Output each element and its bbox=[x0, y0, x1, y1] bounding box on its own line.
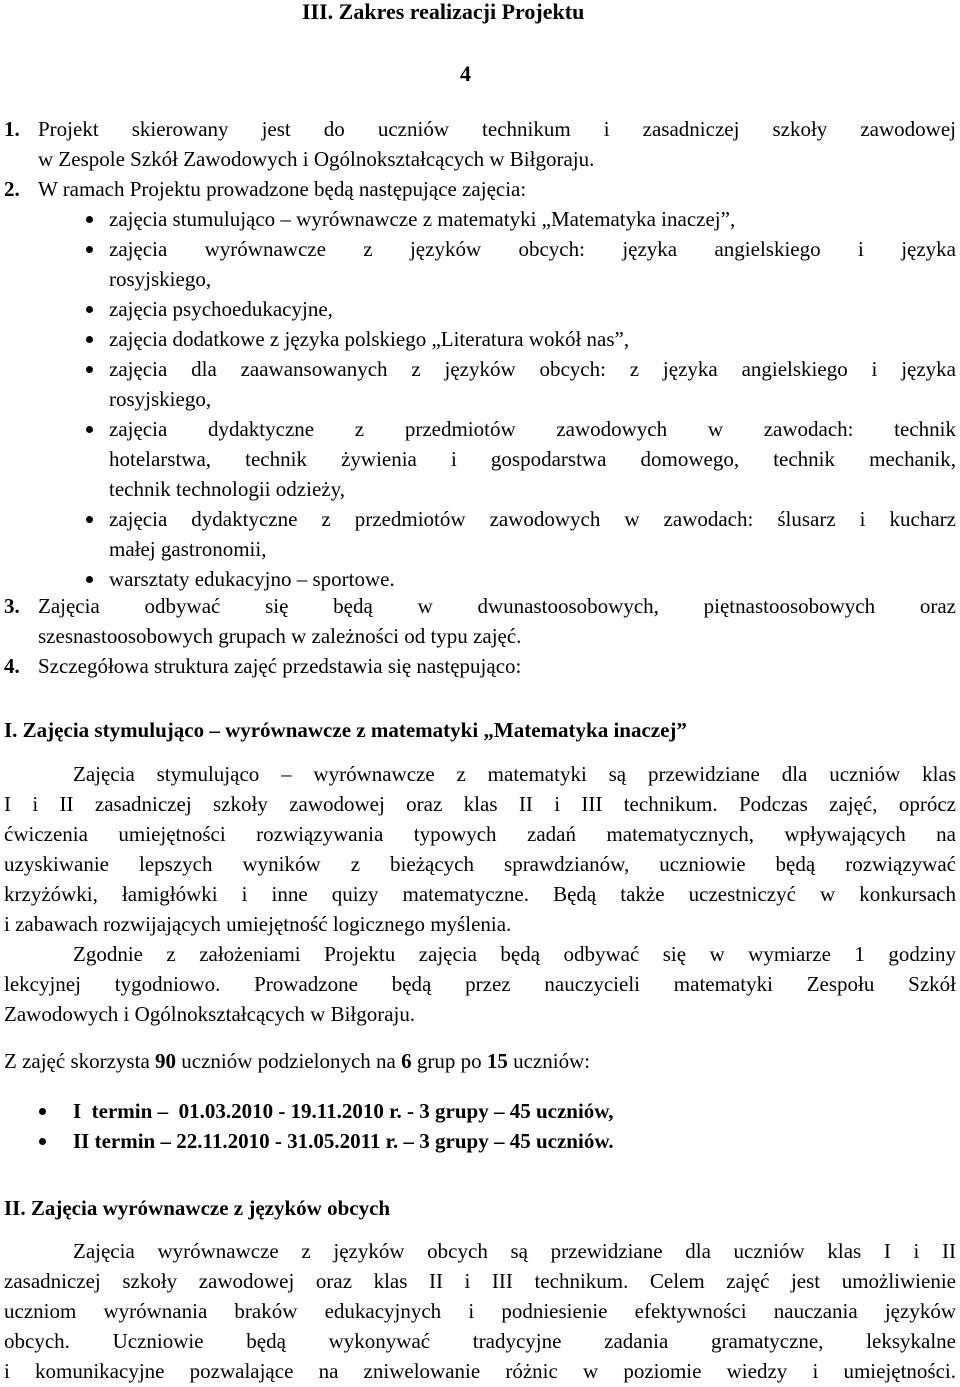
bullet-icon bbox=[86, 366, 93, 373]
group-size: 15 bbox=[486, 1049, 508, 1073]
list-item: zajęcia psychoedukacyjne, bbox=[109, 297, 333, 321]
item-1-line-2: w Zespole Szkół Zawodowych i Ogólnokształcących w Biłgoraju. bbox=[38, 147, 595, 171]
summary-text: uczniów podzielonych na bbox=[176, 1049, 402, 1073]
section-title: III. Zakres realizacji Projektu bbox=[302, 0, 585, 24]
item-2-number: 2. bbox=[4, 177, 20, 201]
bullet-icon bbox=[86, 576, 93, 583]
section-i-heading: I. Zajęcia stymulująco – wyrównawcze z matematyki „Matematyka inaczej” bbox=[4, 718, 687, 742]
item-4-text: Szczegółowa struktura zajęć przedstawia się następująco: bbox=[38, 654, 522, 678]
list-item: zajęcia dodatkowe z języka polskiego „Literatura wokół nas”, bbox=[109, 327, 630, 351]
bullet-icon bbox=[86, 336, 93, 343]
section-i-para2-line: Zgodnie z założeniami Projektu zajęcia będą odbywać się w wymiarze 1 godziny bbox=[73, 942, 956, 966]
student-count: 90 bbox=[155, 1049, 177, 1073]
term-1: I termin – 01.03.2010 - 19.11.2010 r. - 3 grupy – 45 uczniów, bbox=[73, 1099, 614, 1123]
section-i-para2-line: lekcyjnej tygodniowo. Prowadzone będą przez nauczycieli matematyki Zespołu Szkół bbox=[4, 972, 956, 996]
section-i-para1-line: Zajęcia stymulująco – wyrównawcze z matematyki są przewidziane dla uczniów klas bbox=[73, 762, 956, 786]
item-1-number: 1. bbox=[4, 117, 20, 141]
section-ii-heading: II. Zajęcia wyrównawcze z języków obcych bbox=[4, 1196, 391, 1220]
bullet-icon bbox=[86, 306, 93, 313]
item-4-number: 4. bbox=[4, 654, 20, 678]
section-i-para2-line: Zawodowych i Ogólnokształcących w Biłgoraju. bbox=[4, 1002, 416, 1026]
list-item-continuation: technik technologii odzieży, bbox=[109, 477, 345, 501]
list-item: zajęcia stumulująco – wyrównawcze z matematyki „Matematyka inaczej”, bbox=[109, 207, 736, 231]
list-item-continuation: hotelarstwa, technik żywienia i gospodarstwa domowego, technik mechanik, bbox=[109, 447, 956, 471]
list-item: warsztaty edukacyjno – sportowe. bbox=[109, 567, 395, 591]
section-i-para1-line: I i II zasadniczej szkoły zawodowej oraz klas II i III technikum. Podczas zajęć, oprócz bbox=[4, 792, 956, 816]
item-2-intro: W ramach Projektu prowadzone będą następujące zajęcia: bbox=[38, 177, 527, 201]
section-i-para1-line: uzyskiwanie lepszych wyników z bieżących sprawdzianów, uczniowie będą rozwiązywać bbox=[4, 852, 956, 876]
summary-text: grup po bbox=[411, 1049, 487, 1073]
group-count: 6 bbox=[401, 1049, 412, 1073]
section-ii-para1-line: obcych. Uczniowie będą wykonywać tradycyjne zadania gramatyczne, leksykalne bbox=[4, 1329, 956, 1353]
page-number: 4 bbox=[460, 61, 471, 86]
section-ii-para1-line: zasadniczej szkoły zawodowej oraz klas II i III technikum. Celem zajęć jest umożliwienie bbox=[4, 1269, 956, 1293]
list-item: zajęcia wyrównawcze z języków obcych: języka angielskiego i języka bbox=[109, 237, 956, 261]
bullet-icon bbox=[86, 216, 93, 223]
item-1-line-1: Projekt skierowany jest do uczniów technikum i zasadniczej szkoły zawodowej bbox=[38, 117, 956, 141]
section-i-para1-line: i zabawach rozwijających umiejętność logicznego myślenia. bbox=[4, 912, 512, 936]
bullet-icon bbox=[86, 246, 93, 253]
list-item: zajęcia dydaktyczne z przedmiotów zawodowych w zawodach: ślusarz i kucharz bbox=[109, 507, 956, 531]
section-ii-para1-line: Zajęcia wyrównawcze z języków obcych są przewidziane dla uczniów klas I i II bbox=[73, 1239, 956, 1263]
term-2: II termin – 22.11.2010 - 31.05.2011 r. – 3 grupy – 45 uczniów. bbox=[73, 1129, 614, 1153]
section-ii-para1-line: i komunikacyjne pozwalające na zniwelowanie różnic w poziomie wiedzy i umiejętności. bbox=[4, 1359, 956, 1383]
bullet-icon bbox=[86, 516, 93, 523]
section-i-para1-line: ćwiczenia umiejętności rozwiązywania typowych zadań matematycznych, wpływających na bbox=[4, 822, 956, 846]
bullet-icon bbox=[86, 426, 93, 433]
item-3-line-2: szesnastoosobowych grupach w zależności od typu zajęć. bbox=[38, 624, 522, 648]
bullet-icon bbox=[39, 1108, 46, 1115]
summary-text: uczniów: bbox=[507, 1049, 591, 1073]
list-item: zajęcia dla zaawansowanych z języków obcych: z języka angielskiego i języka bbox=[109, 357, 956, 381]
section-i-para1-line: krzyżówki, łamigłówki i inne quizy matematyczne. Będą także uczestniczyć w konkursach bbox=[4, 882, 956, 906]
list-item-continuation: rosyjskiego, bbox=[109, 267, 212, 291]
list-item-continuation: małej gastronomii, bbox=[109, 537, 267, 561]
list-item: zajęcia dydaktyczne z przedmiotów zawodowych w zawodach: technik bbox=[109, 417, 956, 441]
item-3-number: 3. bbox=[4, 594, 20, 618]
participants-summary bbox=[4, 1046, 590, 1076]
summary-text: Z zajęć skorzysta bbox=[4, 1049, 156, 1073]
list-item-continuation: rosyjskiego, bbox=[109, 387, 212, 411]
item-3-line-1: Zajęcia odbywać się będą w dwunastoosobowych, piętnastoosobowych oraz bbox=[38, 594, 956, 618]
section-ii-para1-line: uczniom wyrównania braków edukacyjnych i podniesienie efektywności nauczania języków bbox=[4, 1299, 956, 1323]
bullet-icon bbox=[39, 1138, 46, 1145]
